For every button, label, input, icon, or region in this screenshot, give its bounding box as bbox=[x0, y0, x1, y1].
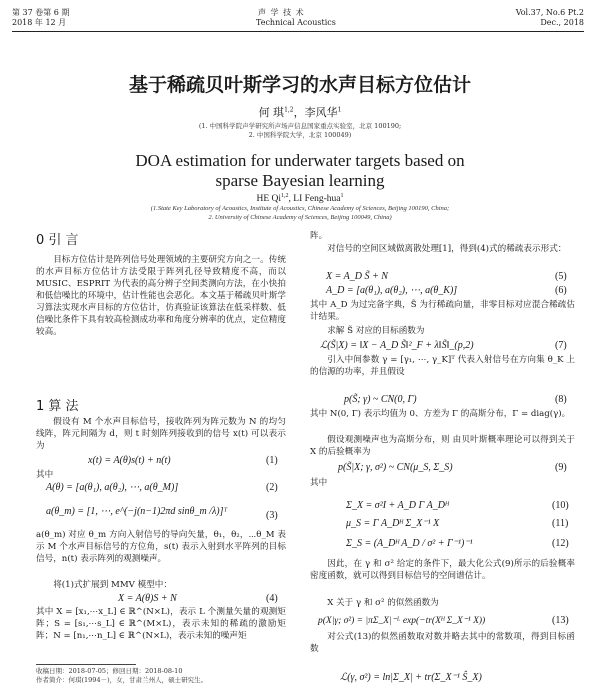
equation-11-number: (11) bbox=[552, 518, 569, 529]
equation-14: ℒ(γ, σ²) = ln|Σ_X| + tr(Σ_X⁻¹ Ŝ_X) bbox=[340, 672, 482, 683]
equation-12-number: (12) bbox=[552, 538, 569, 549]
equation-8-number: (8) bbox=[555, 394, 567, 405]
section-0-heading: 0 引 言 bbox=[36, 233, 79, 248]
title-zh: 基于稀疏贝叶斯学习的水声目标方位估计 bbox=[128, 74, 471, 96]
header-date-zh: 2018 年 12 月 bbox=[12, 18, 67, 27]
equation-9: p(S̃|X; γ, σ²) ~ CN(μ_S, Σ_S) bbox=[338, 462, 453, 473]
equation-12: Σ_S = (A_Dᴴ A_D / σ² + Γ⁻¹)⁻¹ bbox=[346, 538, 473, 549]
right-paragraph-4: 引入中间参数 γ = [γ₁, ⋯, γ_K]ᵀ 代表入射信号在方向集 θ_K 上的信源的功率，并且假设 bbox=[310, 355, 575, 377]
author-zh-2-sup: 1 bbox=[337, 106, 342, 114]
equation-11: μ_S = Γ A_Dᴴ Σ_X⁻¹ X bbox=[346, 518, 440, 529]
where-label-1: 其中 bbox=[36, 470, 54, 480]
equation-1: x(t) = A(θ)s(t) + n(t) bbox=[88, 455, 171, 466]
footnote-author-bio: 作者简介：何琪(1994－)，女，甘肃兰州人，硕士研究生。 bbox=[36, 676, 208, 684]
right-paragraph-0: 阵。 bbox=[310, 231, 328, 241]
algo-paragraph-3: 将(1)式扩展到 MMV 模型中： bbox=[53, 580, 172, 590]
equation-1-number: (1) bbox=[266, 455, 278, 466]
equation-2-number: (2) bbox=[266, 482, 278, 493]
author-en-1-sup: 1,2 bbox=[281, 193, 289, 199]
authors-en bbox=[0, 193, 600, 204]
footnote-received: 收稿日期：2018-07-05；修回日期：2018-08-10 bbox=[36, 667, 183, 675]
affiliation-zh-1: (1. 中国科学院声学研究所声场声信息国家重点实验室，北京 100190; bbox=[198, 122, 402, 130]
equation-5: X = A_D S̃ + N bbox=[326, 271, 388, 282]
equation-10-number: (10) bbox=[552, 500, 569, 511]
equation-8: p(S̃; γ) ~ CN(0, Γ) bbox=[344, 394, 417, 405]
footnote-rule bbox=[36, 664, 136, 665]
author-zh-2: ，李风华 bbox=[293, 106, 338, 119]
title-en-line1: DOA estimation for underwater targets based on bbox=[135, 151, 465, 170]
author-en-2: , LI Feng-hua bbox=[288, 194, 341, 205]
algo-paragraph-2: a(θ_m) 对应 θ_m 方向入射信号的导向矢量，θ₁，θ₂，⋯θ_M 表示 M 个水声目标信号的方位角，s(t) 表示入射到水平阵列的目标信号，n(t) 表示阵列的观测噪声。 bbox=[36, 530, 286, 564]
equation-7: ℒ(S̃|X) = ‖X − A_D S̃‖²_F + λ‖S̃‖_(p,2) bbox=[320, 340, 474, 351]
equation-3: a(θ_m) = [1, ⋯, e^(−j(n−1)2πd sinθ_m /λ)]ᵀ bbox=[46, 506, 228, 517]
author-en-2-sup: 1 bbox=[340, 193, 344, 199]
header-date-en: Dec., 2018 bbox=[540, 18, 584, 27]
where-label-9: 其中 bbox=[310, 478, 328, 488]
equation-2: A(θ) = [a(θ₁), a(θ₂), ⋯, a(θ_M)] bbox=[46, 482, 179, 493]
section-1-heading: 1 算 法 bbox=[36, 399, 79, 414]
header-volume-en: Vol.37, No.6 Pt.2 bbox=[515, 8, 584, 17]
right-paragraph-2: 其中 A_D 为过完备字典，S̃ 为行稀疏向量，非零目标对应混合稀疏估计结果。 bbox=[310, 300, 575, 322]
equation-4: X = A(θ)S + N bbox=[118, 593, 177, 604]
affiliation-en-2: 2. University of Chinese Academy of Sciences, Beijing 100049, China) bbox=[208, 214, 392, 221]
right-paragraph-7: 因此，在 γ 和 σ² 给定的条件下，最大化公式(9)所示的后验概率密度函数，就可以得到目标信号的空间谱估计。 bbox=[310, 559, 575, 581]
equation-6: A_D = [a(θ₁), a(θ₂), ⋯, a(θ_K)] bbox=[326, 285, 458, 296]
header-rule bbox=[12, 31, 584, 32]
equation-6-number: (6) bbox=[555, 285, 567, 296]
equation-13-number: (13) bbox=[552, 615, 569, 626]
right-paragraph-9: 对公式(13)的似然函数取对数并略去其中的常数项，得到目标函数 bbox=[310, 632, 575, 654]
authors-zh bbox=[0, 104, 600, 120]
right-paragraph-5: 其中 N(0, Γ) 表示均值为 0、方差为 Γ 的高斯分布，Γ = diag(γ)。 bbox=[310, 409, 571, 419]
affiliation-zh-2: 2. 中国科学院大学，北京 100049) bbox=[248, 131, 352, 139]
right-paragraph-3: 求解 S̃ 对应的目标函数为 bbox=[327, 326, 425, 336]
author-en-1: HE Qi bbox=[256, 194, 282, 205]
right-paragraph-6: 假设观测噪声也为高斯分布，则 由贝叶斯概率理论可以得到关于 X 的后验概率为 bbox=[310, 435, 575, 457]
equation-9-number: (9) bbox=[555, 462, 567, 473]
algo-paragraph-1: 假设有 M 个水声目标信号，接收阵列为阵元数为 N 的均匀线阵，阵元间隔为 d，则 t 时刻阵列接收到的信号 x(t) 可以表示为 bbox=[36, 417, 286, 451]
title-en-line2: sparse Bayesian learning bbox=[215, 171, 385, 190]
equation-3-number: (3) bbox=[266, 510, 278, 521]
author-zh-1-sup: 1,2 bbox=[284, 106, 294, 114]
header-journal-volume: 第 37 卷第 6 期 bbox=[12, 8, 70, 17]
equation-7-number: (7) bbox=[555, 340, 567, 351]
equation-10: Σ_X = σ²I + A_D Γ A_Dᴴ bbox=[346, 500, 449, 511]
right-paragraph-1: 对信号的空间区域做离散处理[1]，得到(4)式的稀疏表示形式： bbox=[327, 244, 567, 254]
author-zh-1: 何 琪 bbox=[258, 106, 285, 119]
equation-4-number: (4) bbox=[266, 593, 278, 604]
header-journal-name-zh: 声 学 技 术 bbox=[258, 8, 305, 17]
intro-paragraph: 目标方位估计是阵列信号处理领域的主要研究方向之一。传统的水声目标方位估计方法受限于阵列孔径导致精度不高，而以 MUSIC、ESPRIT 为代表的高分辨子空间类测向方法，在小快拍和低信噪比的环境中，估计性能也会恶化。本文基于稀疏贝叶斯学习算法实现水声目标的方位估计，仿真验证该算法在低采样数、低信噪比条件下具有较高检测成功率和角度分辨率的优点，定位精度较高。 bbox=[36, 255, 286, 337]
equation-13: p(X|γ; σ²) = |πΣ_X|⁻ᴸ exp(−tr(Xᴴ Σ_X⁻¹ X)) bbox=[318, 616, 486, 626]
equation-5-number: (5) bbox=[555, 271, 567, 282]
header-journal-name-en: Technical Acoustics bbox=[256, 18, 336, 27]
algo-paragraph-4: 其中 X = [x₁,⋯x_L] ∈ ℝ^(N×L)，表示 L 个测量矢量的观测矩阵；S = [s₁,⋯s_L] ∈ ℝ^(M×L)，表示未知的稀疏的激励矩阵；N = [n₁,⋯n_L] ∈ ℝ^(N×L)，表示未知的噪声矩 bbox=[36, 607, 286, 641]
right-paragraph-8: X 关于 γ 和 σ² 的似然函数为 bbox=[327, 598, 439, 608]
affiliation-en-1: (1.State Key Laboratory of Acoustics, Institute of Acoustics, Chinese Academy of Sciences, Beijing 100190, China; bbox=[150, 205, 450, 212]
